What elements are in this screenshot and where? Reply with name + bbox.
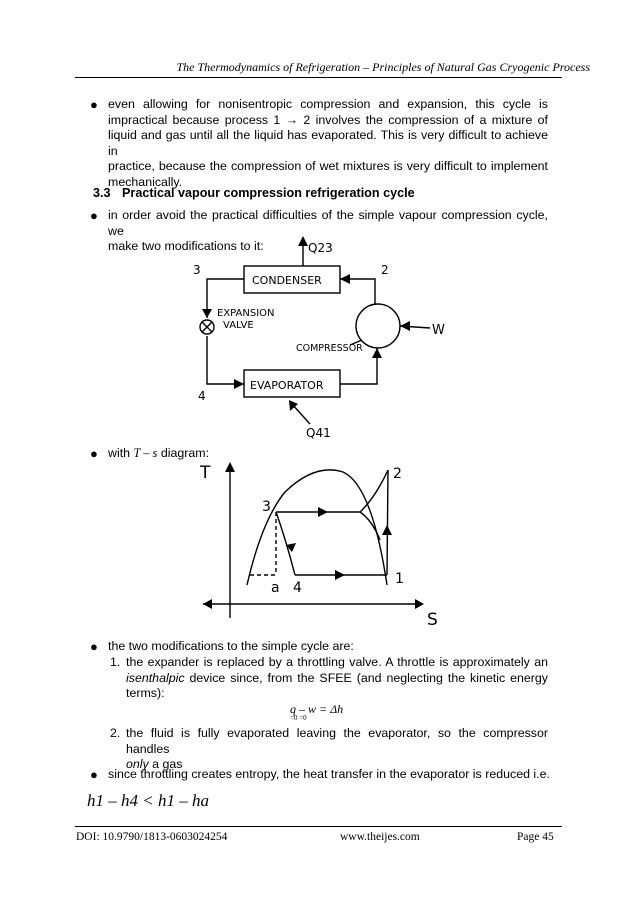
text-line: make two modifications to it: bbox=[108, 239, 264, 254]
bullet-icon: ● bbox=[90, 97, 98, 112]
footer-site: www.theijes.com bbox=[340, 831, 420, 843]
text-line: impractical because process 1 → 2 involves the compression of a mixture of bbox=[108, 112, 548, 127]
state-4-label: 4 bbox=[293, 580, 302, 596]
text: with bbox=[108, 446, 134, 460]
text-line: terms): bbox=[126, 686, 165, 701]
saturation-dome bbox=[247, 470, 387, 585]
footer-doi: DOI: 10.9790/1813-0603024254 bbox=[76, 831, 228, 843]
italic-word: only bbox=[126, 757, 149, 772]
state-2-label: 2 bbox=[393, 466, 402, 482]
text-line: in order avoid the practical difficulties of the simple vapour compression cycle, we bbox=[108, 208, 548, 238]
state-2-label: 2 bbox=[381, 263, 389, 277]
state-4-label: 4 bbox=[198, 389, 206, 403]
s-axis-label: S bbox=[427, 610, 438, 630]
text-line: mechanically. bbox=[108, 174, 183, 189]
condenser-label: CONDENSER bbox=[252, 274, 322, 287]
w-label: W bbox=[432, 323, 445, 338]
bullet-icon: ● bbox=[90, 208, 98, 223]
state-3-label: 3 bbox=[193, 263, 201, 277]
valve-label: VALVE bbox=[223, 320, 254, 331]
process-2 bbox=[360, 470, 388, 512]
arrowhead-icon bbox=[203, 599, 212, 609]
text-line: the fluid is fully evaporated leaving the evaporator, so the compressor handles bbox=[126, 726, 548, 756]
list-number: 1. bbox=[110, 655, 121, 669]
text-line: the two modifications to the simple cycle are: bbox=[108, 639, 354, 653]
bullet-icon: ● bbox=[90, 767, 98, 782]
text-line: the expander is replaced by a throttling valve. A throttle is approximately an bbox=[126, 655, 548, 669]
list-item-2 bbox=[110, 726, 548, 773]
q23-label: Q23 bbox=[308, 241, 333, 255]
text-line: since throttling creates entropy, the heat transfer in the evaporator is reduced i.e. bbox=[108, 767, 550, 781]
t-axis-label: T bbox=[200, 463, 211, 483]
compressor-label: COMPRESSOR bbox=[296, 343, 363, 354]
math-ts: T – s bbox=[133, 446, 158, 460]
list-item-1 bbox=[110, 655, 548, 702]
arrowhead-icon bbox=[335, 570, 345, 580]
arrowhead-icon bbox=[415, 599, 424, 609]
arrowhead-icon bbox=[225, 462, 235, 472]
bullet-icon: ● bbox=[90, 639, 98, 654]
state-1-label: 1 bbox=[395, 571, 404, 587]
state-a-label: a bbox=[271, 580, 280, 596]
section-number: 3.3 bbox=[93, 186, 111, 200]
footer-rule bbox=[75, 826, 562, 827]
sfee-equation: q – w = Δh bbox=[290, 702, 344, 716]
bullet-throttling bbox=[90, 767, 558, 783]
evaporator-label: EVAPORATOR bbox=[250, 379, 324, 392]
text: a gas bbox=[148, 757, 183, 772]
arrowhead-icon bbox=[382, 525, 392, 535]
section-title: Practical vapour compression refrigeration cycle bbox=[122, 186, 415, 200]
text-line: even allowing for nonisentropic compression and expansion, this cycle is bbox=[108, 97, 548, 111]
running-header: The Thermodynamics of Refrigeration – Principles of Natural Gas Cryogenic Process bbox=[176, 60, 590, 74]
equation-subscripts: =0 =0 bbox=[290, 714, 307, 722]
bullet-icon: ● bbox=[90, 446, 98, 461]
throttle-process bbox=[276, 512, 295, 575]
enthalpy-inequality: h1 – h4 < h1 – ha bbox=[87, 791, 209, 810]
footer-page: Page 45 bbox=[517, 831, 554, 843]
text-line: liquid and gas until all the liquid has evaporated. This is very difficult to achieve in bbox=[108, 128, 548, 158]
list-number: 2. bbox=[110, 726, 121, 740]
arrowhead-icon bbox=[318, 507, 328, 517]
text-line: device since, from the SFEE (and neglecting the kinetic energy bbox=[189, 670, 548, 685]
text: diagram: bbox=[157, 446, 210, 460]
bullet-two-modifications bbox=[90, 639, 548, 655]
q41-label: Q41 bbox=[306, 426, 331, 440]
expansion-label: EXPANSION bbox=[217, 308, 275, 319]
process-1-2 bbox=[387, 470, 388, 575]
state-3-label: 3 bbox=[262, 499, 271, 515]
text-line: practice, because the compression of wet mixtures is very difficult to implement bbox=[108, 159, 548, 174]
italic-word: isenthalpic bbox=[126, 670, 185, 685]
